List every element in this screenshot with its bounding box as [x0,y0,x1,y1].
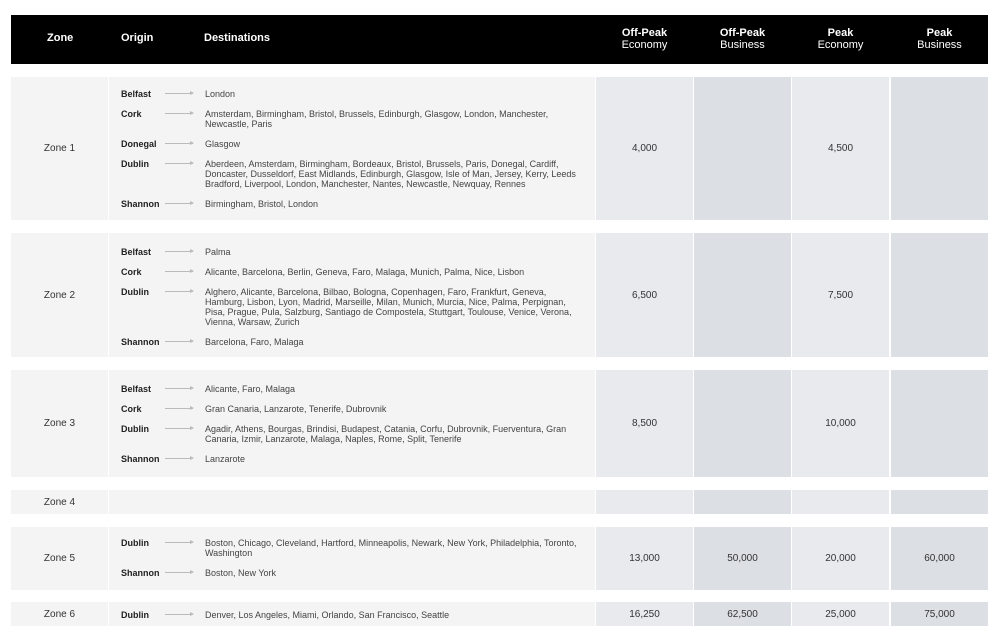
arrow-icon [165,271,193,272]
destinations: Alghero, Alicante, Barcelona, Bilbao, Bologna, Copenhagen, Faro, Frankfurt, Geneva, Hamburg, Lisbon, Lyon, Madrid, Marseille, Milan, Munich, Murcia, Nice, Palma, Perpignan, Pisa, Prague, Pula, Salzburg, Santiago de Compostela, Stuttgart, Toulouse, Venice, Verona, Vienna, Warsaw, Zurich [205,287,572,327]
price-offpeak-business [694,490,791,514]
header-peak-economy: Peak Economy [817,27,864,51]
header-offpeak-business: Off-Peak Business [719,27,766,51]
price-peak-economy [792,490,889,514]
origin: Shannon [121,199,160,209]
zone-6-block [11,602,988,626]
arrow-icon [165,572,193,573]
table-header [11,15,988,64]
zone-4-block [11,490,988,514]
origin: Shannon [121,337,160,347]
price-peak-business: 75,000 [891,602,988,626]
arrow-icon [165,143,193,144]
price-offpeak-business [694,370,791,477]
origin: Belfast [121,89,152,99]
destinations: Amsterdam, Birmingham, Bristol, Brussels, Edinburgh, Glasgow, London, Manchester, Newcastle, Paris [205,109,549,129]
price-offpeak-business [694,77,791,220]
destinations: Denver, Los Angeles, Miami, Orlando, San Francisco, Seattle [205,610,450,620]
origin: Shannon [121,454,160,464]
price-peak-economy: 4,500 [792,77,889,220]
price-offpeak-economy: 6,500 [596,233,693,357]
destinations: Alicante, Barcelona, Berlin, Geneva, Faro, Malaga, Munich, Palma, Nice, Lisbon [205,267,525,277]
arrow-icon [165,408,193,409]
price-peak-economy: 20,000 [792,527,889,590]
zone-label: Zone 4 [11,490,108,514]
destinations: London [205,89,236,99]
price-peak-business [891,233,988,357]
destinations: Palma [205,247,231,257]
price-offpeak-economy: 16,250 [596,602,693,626]
arrow-icon [165,163,193,164]
destinations: Barcelona, Faro, Malaga [205,337,304,347]
zone-routes [109,490,595,514]
zone-label: Zone 1 [11,77,108,220]
destinations: Gran Canaria, Lanzarote, Tenerife, Dubrovnik [205,404,387,414]
zone-label: Zone 6 [11,602,108,626]
zone-routes [109,370,595,477]
destinations: Lanzarote [205,454,246,464]
destinations: Agadir, Athens, Bourgas, Brindisi, Budapest, Catania, Corfu, Dubrovnik, Fuerventura, Gran Canaria, Izmir, Lanzarote, Malaga, Naples, Rome, Split, Tenerife [205,424,567,444]
price-offpeak-business [694,233,791,357]
arrow-icon [165,251,193,252]
zone-1-block [11,77,988,220]
price-peak-business [891,370,988,477]
price-offpeak-economy [596,490,693,514]
header-zone: Zone [47,32,74,44]
origin: Dublin [121,610,149,620]
origin: Shannon [121,568,160,578]
arrow-icon [165,428,193,429]
origin: Cork [121,267,142,277]
destinations: Boston, New York [205,568,277,578]
origin: Dublin [121,287,149,297]
destinations: Boston, Chicago, Cleveland, Hartford, Minneapolis, Newark, New York, Philadelphia, Toronto, Washington [205,538,577,558]
origin: Dublin [121,159,149,169]
destinations: Aberdeen, Amsterdam, Birmingham, Bordeaux, Bristol, Brussels, Paris, Donegal, Cardiff, Doncaster, Dusseldorf, East Midlands, Edinburgh, Glasgow, Isle of Man, Jersey, Kerry, Leeds Bradford, Liverpool, London, Manchester, Nantes, Newcastle, Newquay, Rennes [205,159,576,189]
arrow-icon [165,458,193,459]
origin: Cork [121,404,142,414]
price-peak-economy: 25,000 [792,602,889,626]
arrow-icon [165,614,193,615]
zone-routes [109,233,595,357]
arrow-icon [165,291,193,292]
price-peak-business [891,77,988,220]
zone-2-block [11,233,988,357]
header-origin: Origin [121,32,154,44]
price-offpeak-economy: 13,000 [596,527,693,590]
price-offpeak-economy: 8,500 [596,370,693,477]
price-offpeak-business: 50,000 [694,527,791,590]
destinations: Glasgow [205,139,241,149]
origin: Belfast [121,247,152,257]
destinations: Birmingham, Bristol, London [205,199,319,209]
arrow-icon [165,93,193,94]
origin: Donegal [121,139,157,149]
price-offpeak-business: 62,500 [694,602,791,626]
price-offpeak-economy: 4,000 [596,77,693,220]
zone-label: Zone 2 [11,233,108,357]
zone-routes [109,527,595,590]
arrow-icon [165,542,193,543]
zone-routes [109,77,595,220]
arrow-icon [165,203,193,204]
zone-label: Zone 3 [11,370,108,477]
origin: Cork [121,109,142,119]
destinations: Alicante, Faro, Malaga [205,384,296,394]
arrow-icon [165,341,193,342]
zone-5-block [11,527,988,590]
header-peak-business: Peak Business [917,27,962,51]
price-peak-economy: 10,000 [792,370,889,477]
arrow-icon [165,388,193,389]
price-peak-economy: 7,500 [792,233,889,357]
price-peak-business: 60,000 [891,527,988,590]
header-destinations: Destinations [204,32,271,44]
price-peak-business [891,490,988,514]
arrow-icon [165,113,193,114]
zone-label: Zone 5 [11,527,108,590]
origin: Dublin [121,538,149,548]
origin: Belfast [121,384,152,394]
origin: Dublin [121,424,149,434]
zone-routes [109,602,595,626]
zone-3-block [11,370,988,477]
header-offpeak-economy: Off-Peak Economy [621,27,668,51]
